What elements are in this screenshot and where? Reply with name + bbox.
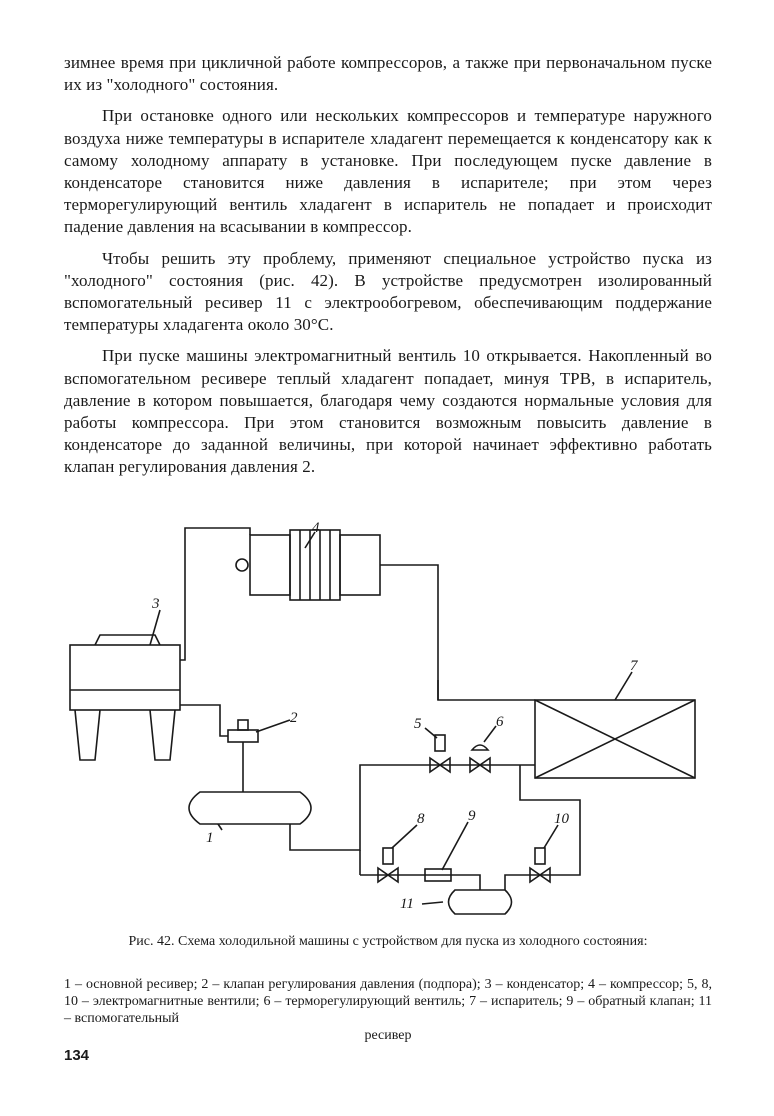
- valve-5: [430, 735, 450, 772]
- refrigeration-scheme-figure: [60, 520, 720, 920]
- figure-caption: Рис. 42. Схема холодильной машины с устройством для пуска из холодного состояния:: [128, 934, 648, 949]
- label-2: 2: [290, 710, 298, 726]
- valve-8: [378, 848, 398, 882]
- evaporator-7: [535, 700, 695, 778]
- label-8: 8: [417, 811, 425, 827]
- valve-6: [470, 745, 490, 772]
- figure-legend: [64, 976, 712, 1044]
- paragraph-4: При пуске машины электромагнитный вентиль 10 открывается. Накопленный во вспомогательном ресивере теплый хладагент попадает, минуя ТРВ, в испаритель, давление в котором повышается, благодаря чему создаются нормальные условия для работы компрессора. При этом становится возможным повысить давление в конденсаторе до заданной величины, при которой начинает эффективно работать клапан регулирования давления 2.: [64, 346, 712, 477]
- aux-receiver-11: [449, 890, 512, 914]
- condenser-3: [70, 635, 180, 760]
- label-9: 9: [468, 808, 476, 824]
- compressor-4: [236, 530, 380, 600]
- page-number: 134: [64, 1047, 90, 1064]
- legend-last-line: ресивер: [364, 1028, 412, 1043]
- pressure-valve-2: [228, 720, 258, 742]
- valve-10: [530, 848, 550, 882]
- label-4: 4: [312, 520, 320, 536]
- page-body: [64, 52, 712, 479]
- label-11: 11: [400, 896, 414, 912]
- label-10: 10: [554, 811, 569, 827]
- legend-text: 1 – основной ресивер; 2 – клапан регулирования давления (подпора); 3 – конденсатор; 4 – компрессор; 5, 8, 10 – электромагнитные вентили; 6 – терморегулирующий вентиль; 7 – испаритель; 9 – обратный клапан; 11 – вспомогательный: [64, 977, 712, 1026]
- label-1: 1: [206, 830, 214, 846]
- main-receiver-1: [189, 792, 311, 824]
- paragraph-2: При остановке одного или нескольких компрессоров и температуре наружного воздуха ниже температуры в испарителе хладагент перемещается к конденсатору как к самому холодному аппарату в установке. При последующем пуске давление в конденсаторе становится ниже давления в испарителе; при этом через терморегулирующий вентиль хладагент в испаритель не попадает и происходит падение давления на всасывании в компрессор.: [64, 106, 712, 237]
- paragraph-1: зимнее время при цикличной работе компрессоров, а также при первоначальном пуске их из "холодного" состояния.: [64, 53, 712, 95]
- scheme-diagram: [60, 520, 720, 920]
- label-7: 7: [630, 658, 638, 674]
- label-3: 3: [152, 596, 160, 612]
- paragraph-3: Чтобы решить эту проблему, применяют специальное устройство пуска из "холодного" состояния (рис. 42). В устройстве предусмотрен изолированный вспомогательный ресивер 11 с электрообогревом, обеспечивающим поддержание температуры хладагента около 30°С.: [64, 248, 712, 335]
- label-6: 6: [496, 714, 504, 730]
- label-5: 5: [414, 716, 422, 732]
